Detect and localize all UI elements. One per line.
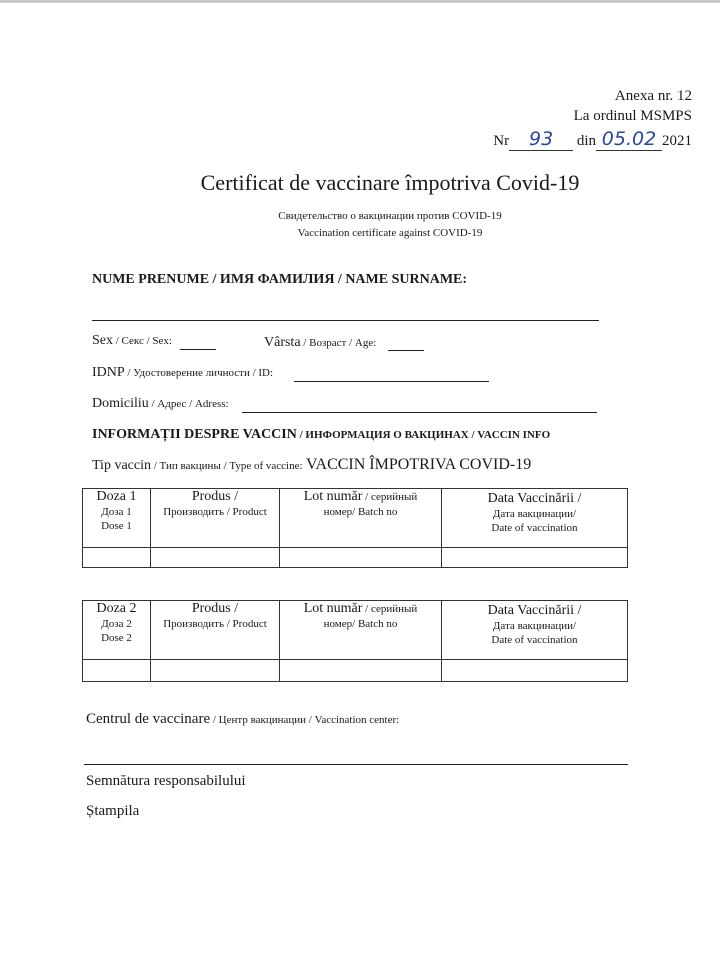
nr-label: Nr <box>493 133 510 149</box>
page-title: Certificat de vaccinare împotriva Covid-19 <box>200 170 580 195</box>
din-field <box>596 128 662 151</box>
annex-reference <box>493 128 692 151</box>
nr-field <box>509 128 573 151</box>
dose-2-header-row <box>83 601 628 660</box>
center-line <box>84 764 628 765</box>
dose-2-date-cell: Data Vaccinării / Дата вакцинации/ Date of vaccination <box>442 601 628 660</box>
year: 2021 <box>662 133 692 149</box>
idnp-line <box>294 381 489 382</box>
sex-line <box>180 349 216 350</box>
domicile-label: Domiciliu / Адрес / Adress: <box>92 396 229 411</box>
dose-2-entry-cell <box>83 660 151 682</box>
dose-1-date-cell: Data Vaccinării / Дата вакцинации/ Date of vaccination <box>442 489 628 548</box>
dose-1-date-entry <box>442 548 628 568</box>
dose-1-cell: Doza 1 Доза 1 Dose 1 <box>83 489 151 548</box>
dose-2-date-entry <box>442 660 628 682</box>
dose-2-entry-row <box>83 660 628 682</box>
dose-1-lot-cell: Lot număr / серийный номер/ Batch no <box>280 489 442 548</box>
dose-2-lot-cell: Lot număr / серийный номер/ Batch no <box>280 601 442 660</box>
age-line <box>388 350 424 351</box>
dose-1-product-cell: Produs / Производить / Product <box>151 489 280 548</box>
nr-handwritten: 93 <box>528 128 554 150</box>
dose-1-product-entry <box>151 548 280 568</box>
subtitle-en: Vaccination certificate against COVID-19 <box>297 227 483 239</box>
age-label: Vârsta / Возраст / Age: <box>264 335 377 350</box>
name-label: NUME PRENUME / ИМЯ ФАМИЛИЯ / NAME SURNAME: <box>92 272 468 287</box>
scan-top-edge <box>0 0 720 3</box>
dose-1-entry-cell <box>83 548 151 568</box>
annex-number: Anexa nr. 12 <box>614 88 692 104</box>
idnp-label: IDNP / Удостоверение личности / ID: <box>92 365 274 380</box>
dose-2-product-entry <box>151 660 280 682</box>
dose-2-lot-entry <box>280 660 442 682</box>
dose-1-lot-entry <box>280 548 442 568</box>
center-label: Centrul de vaccinare / Центр вакцинации / Vaccination center: <box>86 711 400 727</box>
dose-2-product-cell: Produs / Производить / Product <box>151 601 280 660</box>
domicile-line <box>242 412 597 413</box>
vaccine-type: Tip vaccin / Тип вакцины / Type of vaccine: VACCIN ÎMPOTRIVA COVID-19 <box>92 456 532 473</box>
din-label: din <box>576 133 596 149</box>
annex-order: La ordinul MSMPS <box>573 108 692 124</box>
vaccine-info-heading: INFORMAȚII DESPRE VACCIN / ИНФОРМАЦИЯ О ВАКЦИНАХ / VACCIN INFO <box>92 427 551 442</box>
vaccine-type-value: VACCIN ÎMPOTRIVA COVID-19 <box>306 456 532 473</box>
dose-1-table <box>82 488 628 568</box>
dose-1-header-row <box>83 489 628 548</box>
sex-label: Sex / Секс / Sex: <box>92 333 172 348</box>
name-line <box>92 320 599 321</box>
dose-1-entry-row <box>83 548 628 568</box>
dose-2-table <box>82 600 628 682</box>
signature-label: Semnătura responsabilului <box>86 773 246 789</box>
stamp-label: Ștampila <box>86 803 140 819</box>
din-handwritten: 05.02 <box>601 128 657 150</box>
dose-2-cell: Doza 2 Доза 2 Dose 2 <box>83 601 151 660</box>
subtitle-ru: Свидетельство о вакцинации против COVID-19 <box>278 210 502 222</box>
